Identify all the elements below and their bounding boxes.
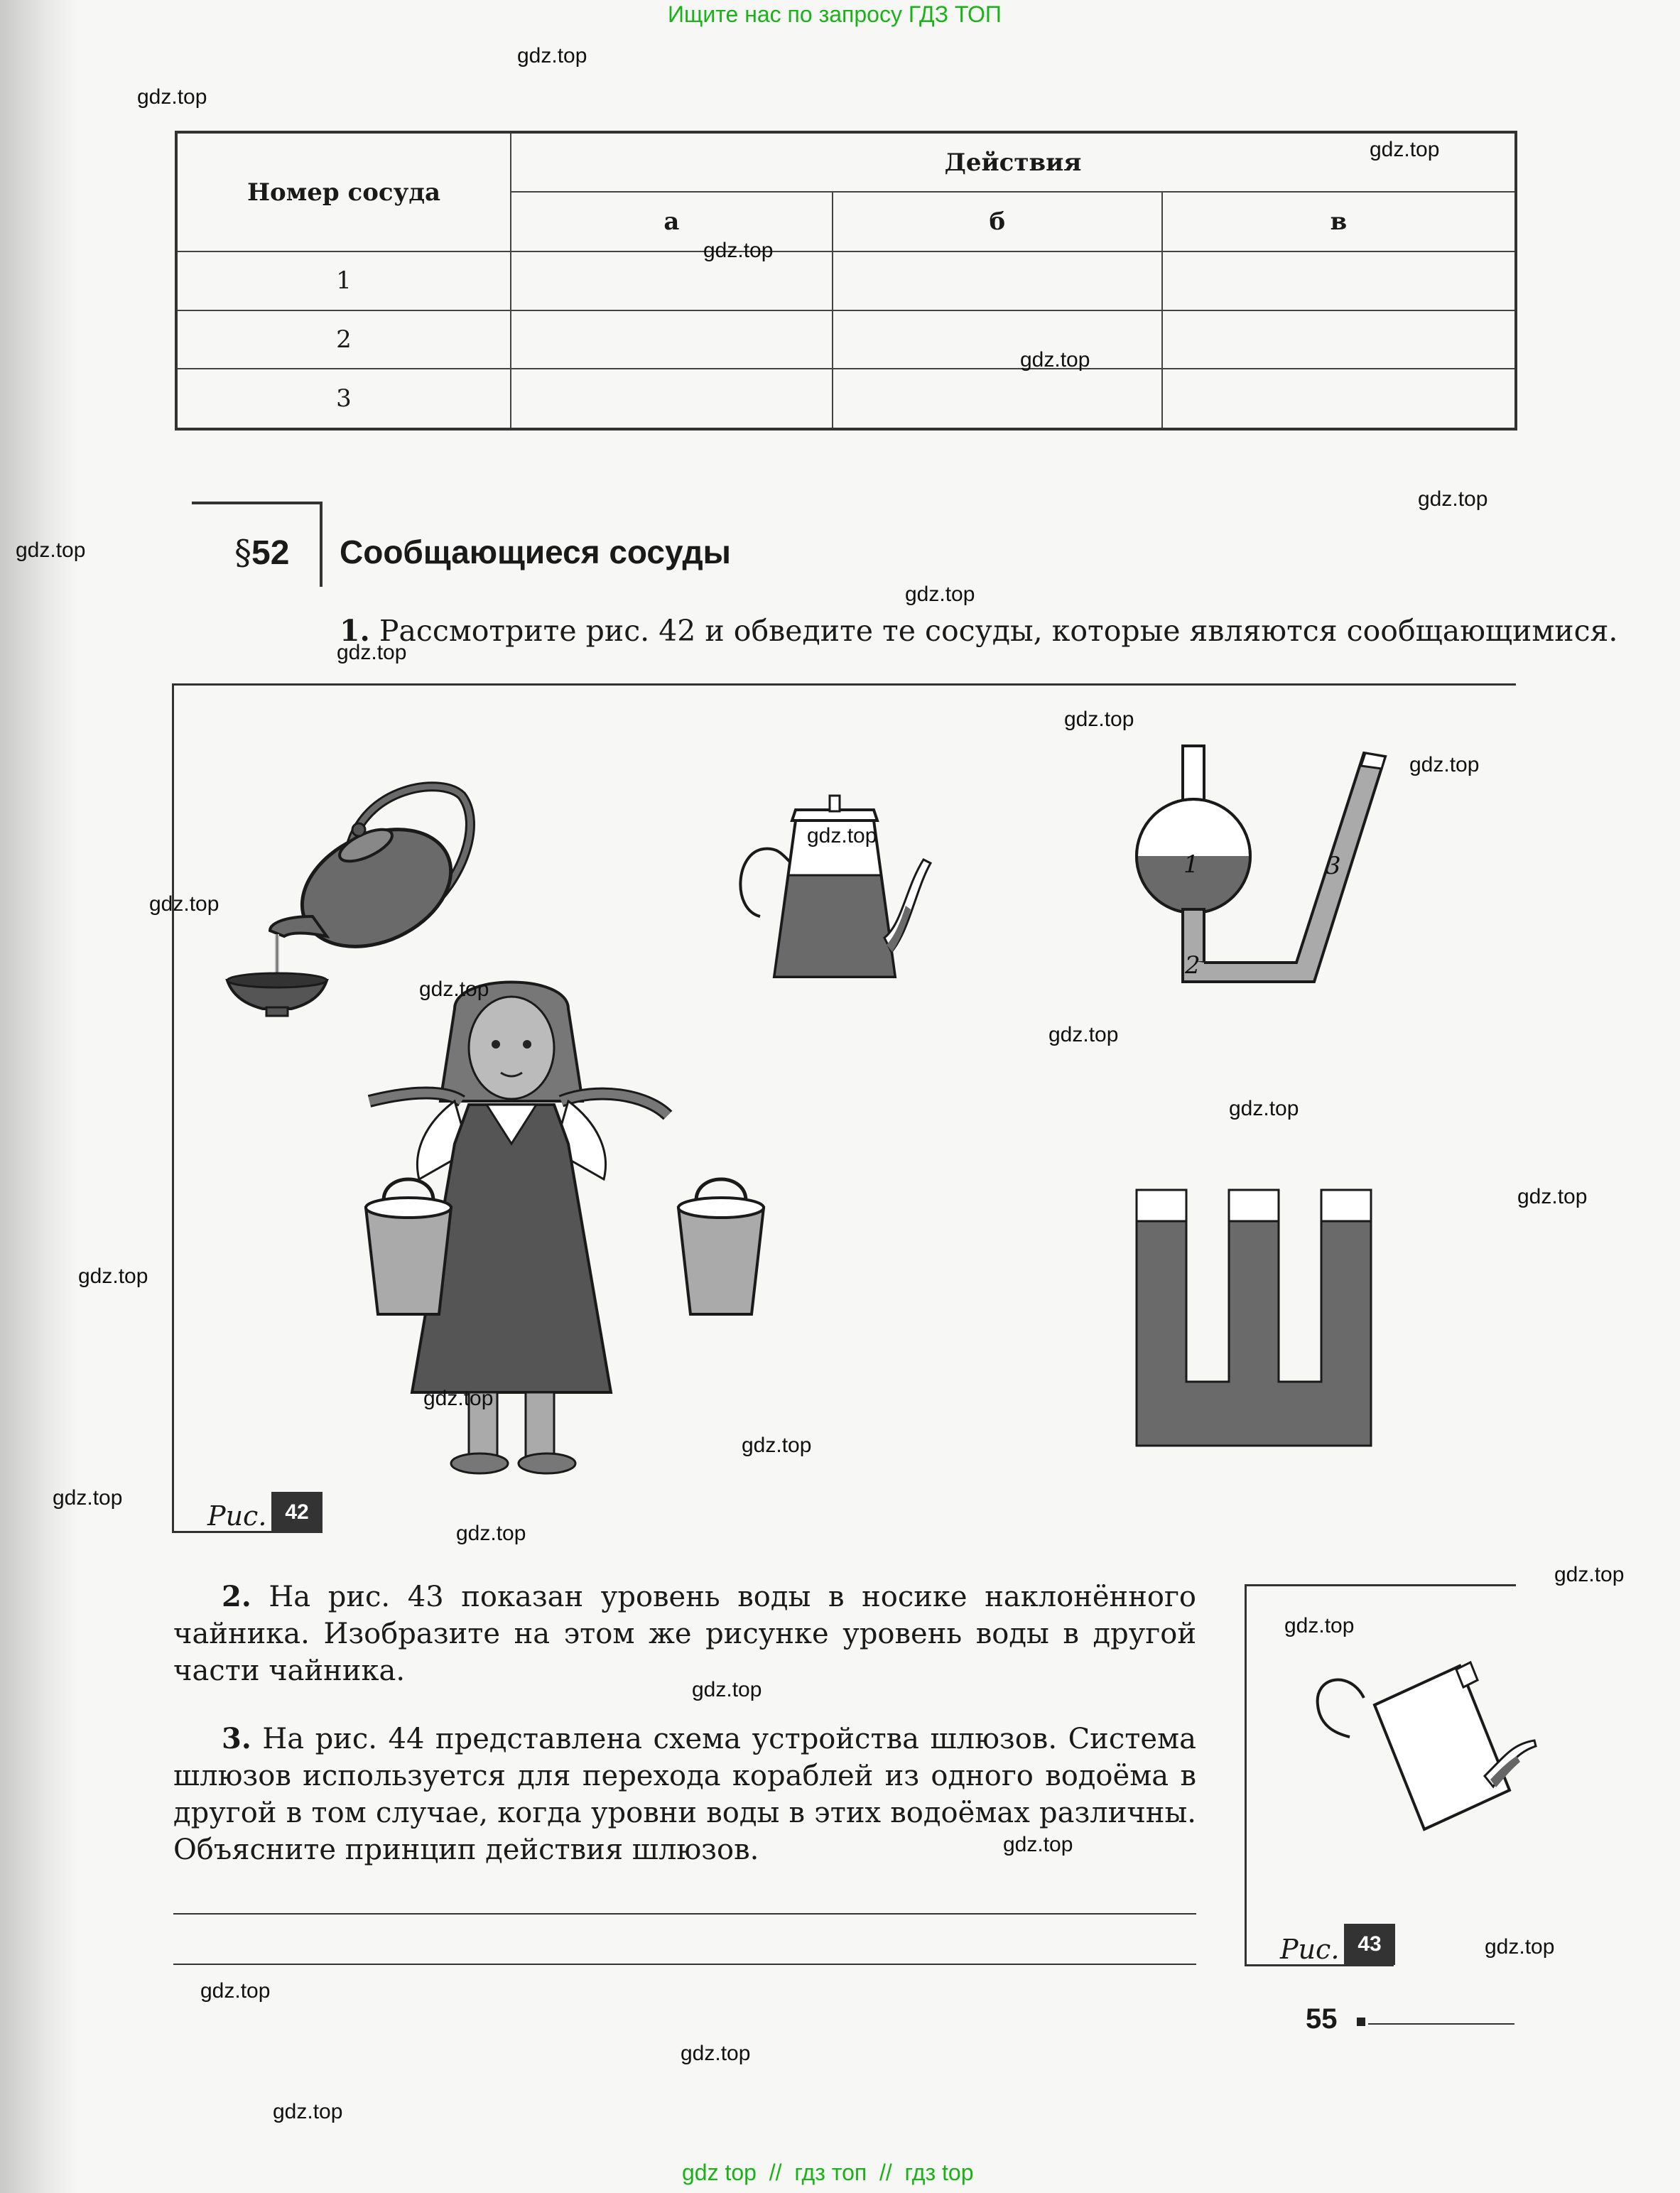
page-gutter-shadow bbox=[0, 0, 78, 2193]
watermark: gdz.top bbox=[1284, 1614, 1355, 1637]
table-cell[interactable] bbox=[511, 369, 833, 429]
page-number-marker bbox=[1357, 2018, 1365, 2026]
section-title: Сообщающиеся сосуды bbox=[340, 534, 731, 570]
task-1-text: Рассмотрите рис. 42 и обведите те сосуды, которые являются сообщающимися. bbox=[379, 614, 1618, 648]
watermark: gdz.top bbox=[149, 892, 220, 916]
watermark: gdz.top bbox=[53, 1486, 123, 1510]
watermark: gdz.top bbox=[1409, 753, 1480, 776]
table-cell[interactable] bbox=[833, 369, 1162, 429]
tube-label-2: 2 bbox=[1185, 951, 1201, 980]
fig43-number: 43 bbox=[1344, 1924, 1395, 1965]
table-cell[interactable] bbox=[1162, 251, 1516, 310]
footer-links[interactable]: gdz top // гдз топ // гдз top bbox=[682, 2160, 974, 2185]
flask-tube-illustration[interactable] bbox=[1101, 746, 1407, 1002]
watermark: gdz.top bbox=[1418, 487, 1488, 511]
row-number: 3 bbox=[176, 369, 511, 429]
tube-label-3: 3 bbox=[1326, 852, 1341, 880]
actions-table bbox=[175, 131, 1517, 431]
table-cell[interactable] bbox=[511, 310, 833, 369]
tilted-kettle-illustration[interactable] bbox=[1307, 1655, 1520, 1840]
task-3-number: 3. bbox=[222, 1722, 251, 1755]
watermark: gdz.top bbox=[905, 583, 975, 606]
watermark: gdz.top bbox=[1064, 708, 1134, 731]
table-cell[interactable] bbox=[833, 251, 1162, 310]
sh-shaped-vessel-illustration[interactable] bbox=[1137, 1190, 1378, 1453]
top-banner[interactable]: Ищите нас по запросу ГДЗ ТОП bbox=[668, 1, 1002, 27]
watermark: gdz.top bbox=[1020, 348, 1090, 372]
table-row bbox=[176, 369, 1516, 429]
table-cell[interactable] bbox=[1162, 369, 1516, 429]
watermark: gdz.top bbox=[137, 85, 207, 109]
watermark: gdz.top bbox=[1485, 1935, 1555, 1959]
watermark: gdz.top bbox=[681, 2042, 751, 2065]
task-2-number: 2. bbox=[222, 1580, 251, 1613]
watermark: gdz.top bbox=[517, 44, 587, 67]
table-cell[interactable] bbox=[833, 310, 1162, 369]
watermark: gdz.top bbox=[1517, 1185, 1588, 1208]
page-number-rule bbox=[1368, 2023, 1514, 2025]
task-2 bbox=[173, 1579, 1196, 1689]
page-number-text: 55 bbox=[1306, 2003, 1338, 2035]
watermark: gdz.top bbox=[742, 1434, 812, 1457]
task-1 bbox=[340, 612, 1618, 649]
kettle-illustration[interactable] bbox=[732, 781, 966, 995]
fig42-top-border bbox=[172, 683, 1516, 686]
girl-with-buckets-illustration[interactable] bbox=[369, 980, 739, 1492]
watermark: gdz.top bbox=[337, 641, 407, 664]
fig42-left-border bbox=[172, 683, 174, 1533]
table-cell[interactable] bbox=[511, 251, 833, 310]
answer-line-2[interactable] bbox=[173, 1964, 1196, 1965]
row-number: 2 bbox=[176, 310, 511, 369]
section-symbol: § bbox=[234, 533, 251, 573]
watermark: gdz.top bbox=[703, 239, 774, 262]
watermark: gdz.top bbox=[1370, 138, 1440, 161]
section-bracket-top bbox=[192, 502, 323, 504]
watermark: gdz.top bbox=[200, 1979, 271, 2003]
task-2-text: На рис. 43 показан уровень воды в носике наклонённого чайника. Изобразите на этом же рисунке уровень воды в другой части чайника. bbox=[173, 1581, 1196, 1687]
vessel-number-header: Номер сосуда bbox=[176, 132, 511, 251]
watermark: gdz.top bbox=[423, 1387, 494, 1410]
watermark: gdz.top bbox=[1048, 1023, 1119, 1046]
table-cell[interactable] bbox=[1162, 310, 1516, 369]
watermark: gdz.top bbox=[1003, 1833, 1073, 1856]
row-number: 1 bbox=[176, 251, 511, 310]
page-number bbox=[1306, 2003, 1338, 2035]
tube-label-1: 1 bbox=[1183, 850, 1199, 879]
column-v-header: в bbox=[1162, 192, 1516, 251]
fig43-top-border bbox=[1245, 1584, 1516, 1586]
section-number bbox=[234, 533, 289, 573]
section-bracket-side bbox=[320, 502, 323, 587]
watermark: gdz.top bbox=[1554, 1563, 1625, 1586]
task-1-number: 1. bbox=[340, 614, 370, 648]
watermark: gdz.top bbox=[16, 538, 86, 562]
watermark: gdz.top bbox=[419, 978, 489, 1001]
fig43-label: Рис. bbox=[1280, 1934, 1340, 1965]
table-row bbox=[176, 310, 1516, 369]
fig42-label: Рис. bbox=[207, 1500, 267, 1532]
fig42-number: 42 bbox=[271, 1492, 323, 1533]
watermark: gdz.top bbox=[273, 2100, 343, 2123]
column-b-header: б bbox=[833, 192, 1162, 251]
answer-line-1[interactable] bbox=[173, 1913, 1196, 1915]
watermark: gdz.top bbox=[456, 1522, 526, 1545]
watermark: gdz.top bbox=[1229, 1097, 1299, 1120]
section-num: 52 bbox=[251, 534, 290, 572]
column-a-header: а bbox=[511, 192, 833, 251]
actions-header: Действия bbox=[511, 132, 1516, 192]
fig43-left-border bbox=[1245, 1584, 1247, 1966]
task-3-text: На рис. 44 представлена схема устройства шлюзов. Система шлюзов используется для перехода кораблей из одного водоёма в другой в том случае, когда уровни воды в этих водоёмах различны. Объясните принцип действия шлюзов. bbox=[173, 1723, 1197, 1866]
watermark: gdz.top bbox=[78, 1265, 148, 1288]
table-row bbox=[176, 251, 1516, 310]
watermark: gdz.top bbox=[692, 1678, 762, 1701]
watermark: gdz.top bbox=[807, 824, 877, 848]
